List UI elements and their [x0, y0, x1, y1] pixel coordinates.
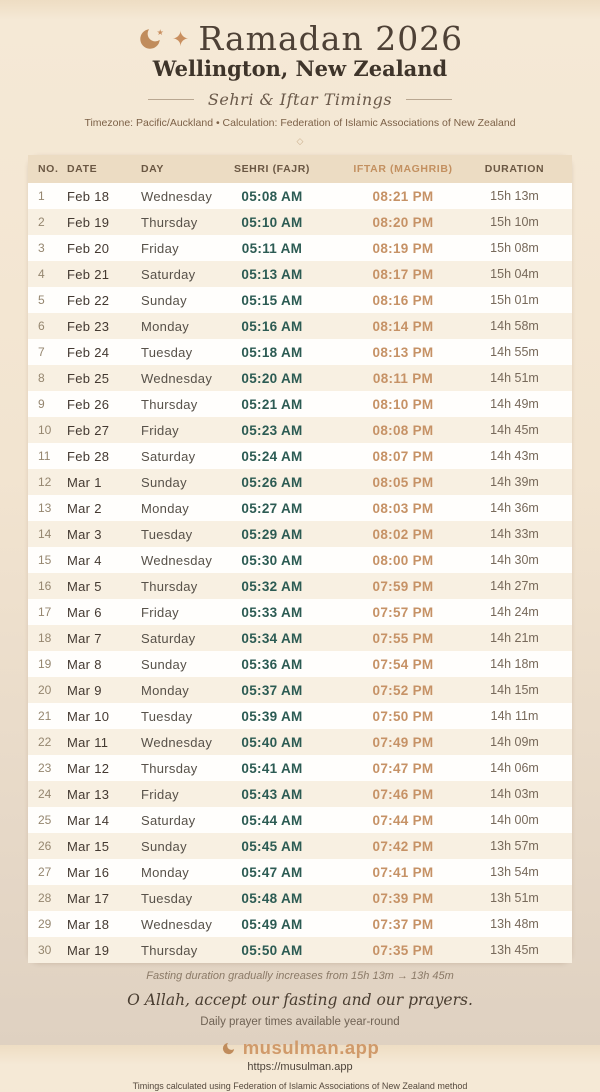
- row-date: Mar 1: [67, 474, 102, 490]
- row-date: Mar 3: [67, 526, 102, 542]
- row-number: 21: [38, 709, 52, 723]
- row-iftar-time: 08:02 PM: [372, 526, 434, 542]
- row-date: Mar 18: [67, 916, 110, 932]
- row-duration: 14h 24m: [490, 605, 539, 619]
- row-duration: 14h 39m: [490, 475, 539, 489]
- row-date: Feb 21: [67, 266, 110, 282]
- row-iftar-time: 08:20 PM: [372, 214, 434, 230]
- row-sehri-time: 05:44 AM: [241, 812, 303, 828]
- row-sehri-time: 05:43 AM: [241, 786, 303, 802]
- row-duration: 14h 09m: [490, 735, 539, 749]
- row-sehri-time: 05:16 AM: [241, 318, 303, 334]
- brand-name: musulman.app: [242, 1037, 380, 1058]
- row-day: Monday: [141, 318, 190, 334]
- row-date: Mar 2: [67, 500, 102, 516]
- timings-card: [28, 155, 572, 963]
- table-row: [28, 339, 572, 365]
- row-date: Mar 9: [67, 682, 102, 698]
- row-day: Tuesday: [141, 344, 193, 360]
- row-number: 24: [38, 787, 52, 801]
- row-number: 17: [38, 605, 52, 619]
- row-sehri-time: 05:47 AM: [241, 864, 303, 880]
- row-duration: 14h 03m: [490, 787, 539, 801]
- table-row: [28, 365, 572, 391]
- row-duration: 15h 10m: [490, 215, 539, 229]
- row-duration: 15h 01m: [490, 293, 539, 307]
- row-duration: 15h 08m: [490, 241, 539, 255]
- diamond-ornament: ◇: [296, 136, 304, 146]
- row-iftar-time: 07:44 PM: [372, 812, 434, 828]
- row-date: Feb 26: [67, 396, 110, 412]
- row-day: Friday: [141, 604, 179, 620]
- row-sehri-time: 05:34 AM: [241, 630, 303, 646]
- divider-line: [148, 99, 194, 100]
- row-day: Friday: [141, 422, 179, 438]
- row-date: Mar 5: [67, 578, 102, 594]
- row-iftar-time: 08:11 PM: [372, 370, 434, 386]
- table-row: [28, 521, 572, 547]
- row-sehri-time: 05:10 AM: [241, 214, 303, 230]
- table-row: [28, 885, 572, 911]
- row-number: 13: [38, 501, 52, 515]
- row-iftar-time: 08:07 PM: [372, 448, 434, 464]
- row-day: Wednesday: [141, 370, 213, 386]
- column-header-sehri: SEHRI (FAJR): [216, 155, 328, 183]
- row-day: Tuesday: [141, 708, 193, 724]
- row-day: Saturday: [141, 448, 196, 464]
- row-iftar-time: 07:49 PM: [372, 734, 434, 750]
- row-date: Mar 14: [67, 812, 110, 828]
- row-duration: 14h 00m: [490, 813, 539, 827]
- table-header: [28, 155, 572, 183]
- row-date: Mar 4: [67, 552, 102, 568]
- row-number: 7: [38, 345, 45, 359]
- row-number: 11: [38, 449, 51, 463]
- row-number: 5: [38, 293, 45, 307]
- row-sehri-time: 05:45 AM: [241, 838, 303, 854]
- row-number: 20: [38, 683, 52, 697]
- row-iftar-time: 07:46 PM: [372, 786, 434, 802]
- row-sehri-time: 05:15 AM: [241, 292, 303, 308]
- timings-table: [28, 155, 572, 963]
- table-row: [28, 209, 572, 235]
- table-row: [28, 651, 572, 677]
- row-duration: 14h 15m: [490, 683, 539, 697]
- column-header-no: NO.: [28, 155, 66, 183]
- row-day: Saturday: [141, 266, 196, 282]
- column-header-day: DAY: [140, 155, 216, 183]
- row-iftar-time: 07:50 PM: [372, 708, 434, 724]
- timings-table-body: [28, 183, 572, 963]
- footer: [0, 970, 600, 1092]
- row-iftar-time: 07:37 PM: [372, 916, 434, 932]
- table-row: [28, 859, 572, 885]
- row-day: Wednesday: [141, 734, 213, 750]
- page-title: Ramadan 2026: [198, 19, 464, 58]
- subtitle-divider: [0, 90, 600, 108]
- row-duration: 14h 49m: [490, 397, 539, 411]
- row-iftar-time: 08:13 PM: [372, 344, 434, 360]
- row-iftar-time: 08:05 PM: [372, 474, 434, 490]
- row-number: 3: [38, 241, 45, 255]
- row-iftar-time: 08:10 PM: [372, 396, 434, 412]
- row-sehri-time: 05:27 AM: [241, 500, 303, 516]
- row-iftar-time: 08:16 PM: [372, 292, 434, 308]
- table-row: [28, 547, 572, 573]
- row-sehri-time: 05:23 AM: [241, 422, 303, 438]
- table-row: [28, 573, 572, 599]
- crescent-moon-icon: [137, 26, 163, 52]
- table-row: [28, 599, 572, 625]
- row-date: Feb 23: [67, 318, 110, 334]
- row-sehri-time: 05:41 AM: [241, 760, 303, 776]
- table-row: [28, 469, 572, 495]
- brand-crescent-icon: [221, 1041, 236, 1056]
- table-row: [28, 807, 572, 833]
- row-date: Mar 11: [67, 734, 109, 750]
- row-date: Mar 7: [67, 630, 102, 646]
- row-sehri-time: 05:36 AM: [241, 656, 303, 672]
- column-header-iftar: IFTAR (MAGHRIB): [328, 155, 478, 183]
- row-number: 28: [38, 891, 52, 905]
- row-day: Tuesday: [141, 526, 193, 542]
- table-row: [28, 911, 572, 937]
- row-number: 22: [38, 735, 52, 749]
- table-row: [28, 703, 572, 729]
- timezone-calculation-note: Timezone: Pacific/Auckland • Calculation: Federation of Islamic Associations of New Zealand: [84, 117, 516, 129]
- row-day: Thursday: [141, 214, 198, 230]
- table-row: [28, 313, 572, 339]
- row-date: Mar 8: [67, 656, 102, 672]
- row-day: Friday: [141, 786, 179, 802]
- row-duration: 14h 55m: [490, 345, 539, 359]
- row-iftar-time: 07:55 PM: [372, 630, 434, 646]
- row-number: 30: [38, 943, 52, 957]
- row-sehri-time: 05:40 AM: [241, 734, 303, 750]
- row-number: 26: [38, 839, 52, 853]
- row-date: Feb 19: [67, 214, 110, 230]
- row-day: Monday: [141, 864, 190, 880]
- row-day: Sunday: [141, 838, 187, 854]
- row-iftar-time: 07:35 PM: [372, 942, 434, 958]
- brand-url[interactable]: https://musulman.app: [247, 1061, 353, 1073]
- row-date: Mar 10: [67, 708, 110, 724]
- table-row: [28, 287, 572, 313]
- row-number: 23: [38, 761, 52, 775]
- fasting-duration-note: Fasting duration gradually increases from 15h 13m → 13h 45m: [146, 970, 454, 982]
- table-row: [28, 495, 572, 521]
- row-duration: 14h 58m: [490, 319, 539, 333]
- row-date: Feb 22: [67, 292, 110, 308]
- row-date: Feb 25: [67, 370, 110, 386]
- row-sehri-time: 05:39 AM: [241, 708, 303, 724]
- table-row: [28, 391, 572, 417]
- table-row: [28, 235, 572, 261]
- row-day: Sunday: [141, 474, 187, 490]
- row-duration: 14h 06m: [490, 761, 539, 775]
- brand-link[interactable]: [0, 1037, 600, 1059]
- row-duration: 14h 30m: [490, 553, 539, 567]
- row-day: Sunday: [141, 656, 187, 672]
- row-sehri-time: 05:08 AM: [241, 188, 303, 204]
- row-number: 1: [38, 189, 45, 203]
- table-row: [28, 781, 572, 807]
- row-date: Mar 16: [67, 864, 110, 880]
- row-number: 14: [38, 527, 52, 541]
- row-sehri-time: 05:24 AM: [241, 448, 303, 464]
- table-row: [28, 443, 572, 469]
- column-header-date: DATE: [66, 155, 140, 183]
- table-row: [28, 755, 572, 781]
- row-day: Thursday: [141, 396, 198, 412]
- row-day: Saturday: [141, 630, 196, 646]
- row-day: Tuesday: [141, 890, 193, 906]
- row-iftar-time: 07:59 PM: [372, 578, 434, 594]
- row-sehri-time: 05:20 AM: [241, 370, 303, 386]
- row-number: 16: [38, 579, 52, 593]
- row-iftar-time: 08:00 PM: [372, 552, 434, 568]
- table-row: [28, 729, 572, 755]
- row-duration: 14h 27m: [490, 579, 539, 593]
- row-duration: 15h 13m: [490, 189, 539, 203]
- row-duration: 14h 21m: [490, 631, 539, 645]
- row-day: Sunday: [141, 292, 187, 308]
- row-date: Mar 13: [67, 786, 110, 802]
- row-sehri-time: 05:26 AM: [241, 474, 303, 490]
- row-number: 29: [38, 917, 52, 931]
- table-row: [28, 417, 572, 443]
- divider-line: [406, 99, 452, 100]
- row-iftar-time: 08:08 PM: [372, 422, 434, 438]
- row-iftar-time: 07:57 PM: [372, 604, 434, 620]
- row-number: 27: [38, 865, 52, 879]
- row-duration: 14h 45m: [490, 423, 539, 437]
- row-day: Saturday: [141, 812, 196, 828]
- row-iftar-time: 08:19 PM: [372, 240, 434, 256]
- column-header-duration: DURATION: [478, 155, 572, 183]
- row-day: Monday: [141, 682, 190, 698]
- table-row: [28, 261, 572, 287]
- row-number: 18: [38, 631, 52, 645]
- row-sehri-time: 05:13 AM: [241, 266, 303, 282]
- title-row: [0, 19, 600, 58]
- row-number: 10: [38, 423, 52, 437]
- row-duration: 13h 48m: [490, 917, 539, 931]
- row-day: Thursday: [141, 760, 198, 776]
- row-day: Wednesday: [141, 916, 213, 932]
- row-duration: 14h 18m: [490, 657, 539, 671]
- row-number: 15: [38, 553, 52, 567]
- table-row: [28, 625, 572, 651]
- row-duration: 14h 51m: [490, 371, 539, 385]
- table-row: [28, 937, 572, 963]
- row-sehri-time: 05:18 AM: [241, 344, 303, 360]
- calculation-method-note: Timings calculated using Federation of Islamic Associations of New Zealand method: [132, 1081, 468, 1091]
- row-sehri-time: 05:48 AM: [241, 890, 303, 906]
- row-duration: 14h 36m: [490, 501, 539, 515]
- row-number: 4: [38, 267, 45, 281]
- row-day: Thursday: [141, 942, 198, 958]
- row-date: Feb 24: [67, 344, 110, 360]
- row-sehri-time: 05:11 AM: [241, 240, 303, 256]
- row-date: Mar 6: [67, 604, 102, 620]
- row-sehri-time: 05:49 AM: [241, 916, 303, 932]
- row-duration: 13h 51m: [490, 891, 539, 905]
- row-sehri-time: 05:37 AM: [241, 682, 303, 698]
- row-number: 6: [38, 319, 45, 333]
- row-iftar-time: 07:41 PM: [372, 864, 434, 880]
- row-date: Mar 17: [67, 890, 110, 906]
- row-sehri-time: 05:32 AM: [241, 578, 303, 594]
- row-iftar-time: 08:14 PM: [372, 318, 434, 334]
- row-iftar-time: 07:42 PM: [372, 838, 434, 854]
- table-row: [28, 183, 572, 209]
- row-date: Feb 27: [67, 422, 110, 438]
- row-duration: 14h 33m: [490, 527, 539, 541]
- row-iftar-time: 07:54 PM: [372, 656, 434, 672]
- row-iftar-time: 07:39 PM: [372, 890, 434, 906]
- dua-text: O Allah, accept our fasting and our prayers.: [127, 991, 473, 1009]
- row-sehri-time: 05:33 AM: [241, 604, 303, 620]
- row-number: 19: [38, 657, 52, 671]
- subtitle: Sehri & Iftar Timings: [207, 89, 393, 109]
- sparkle-icon: ✦: [171, 27, 190, 51]
- row-number: 12: [38, 475, 52, 489]
- availability-note: Daily prayer times available year-round: [200, 1016, 400, 1028]
- row-duration: 13h 54m: [490, 865, 539, 879]
- row-number: 2: [38, 215, 45, 229]
- row-duration: 14h 11m: [490, 709, 539, 723]
- row-date: Feb 18: [67, 188, 110, 204]
- row-sehri-time: 05:29 AM: [241, 526, 303, 542]
- row-date: Feb 28: [67, 448, 110, 464]
- row-date: Mar 15: [67, 838, 110, 854]
- row-iftar-time: 07:47 PM: [372, 760, 434, 776]
- small-star-icon: ★: [156, 28, 164, 37]
- row-duration: 14h 43m: [490, 449, 539, 463]
- row-number: 25: [38, 813, 52, 827]
- row-day: Thursday: [141, 578, 198, 594]
- row-date: Mar 19: [67, 942, 110, 958]
- row-duration: 15h 04m: [490, 267, 539, 281]
- row-number: 9: [38, 397, 45, 411]
- location-title: Wellington, New Zealand: [152, 56, 448, 81]
- row-day: Wednesday: [141, 552, 213, 568]
- row-day: Wednesday: [141, 188, 213, 204]
- row-iftar-time: 08:17 PM: [372, 266, 434, 282]
- row-iftar-time: 07:52 PM: [372, 682, 434, 698]
- row-date: Feb 20: [67, 240, 110, 256]
- row-number: 8: [38, 371, 45, 385]
- row-duration: 13h 45m: [490, 943, 539, 957]
- row-sehri-time: 05:50 AM: [241, 942, 303, 958]
- row-sehri-time: 05:30 AM: [241, 552, 303, 568]
- row-day: Friday: [141, 240, 179, 256]
- header: [0, 0, 600, 146]
- row-sehri-time: 05:21 AM: [241, 396, 303, 412]
- row-iftar-time: 08:03 PM: [372, 500, 434, 516]
- row-duration: 13h 57m: [490, 839, 539, 853]
- row-day: Monday: [141, 500, 190, 516]
- table-row: [28, 833, 572, 859]
- row-iftar-time: 08:21 PM: [372, 188, 434, 204]
- table-row: [28, 677, 572, 703]
- row-date: Mar 12: [67, 760, 110, 776]
